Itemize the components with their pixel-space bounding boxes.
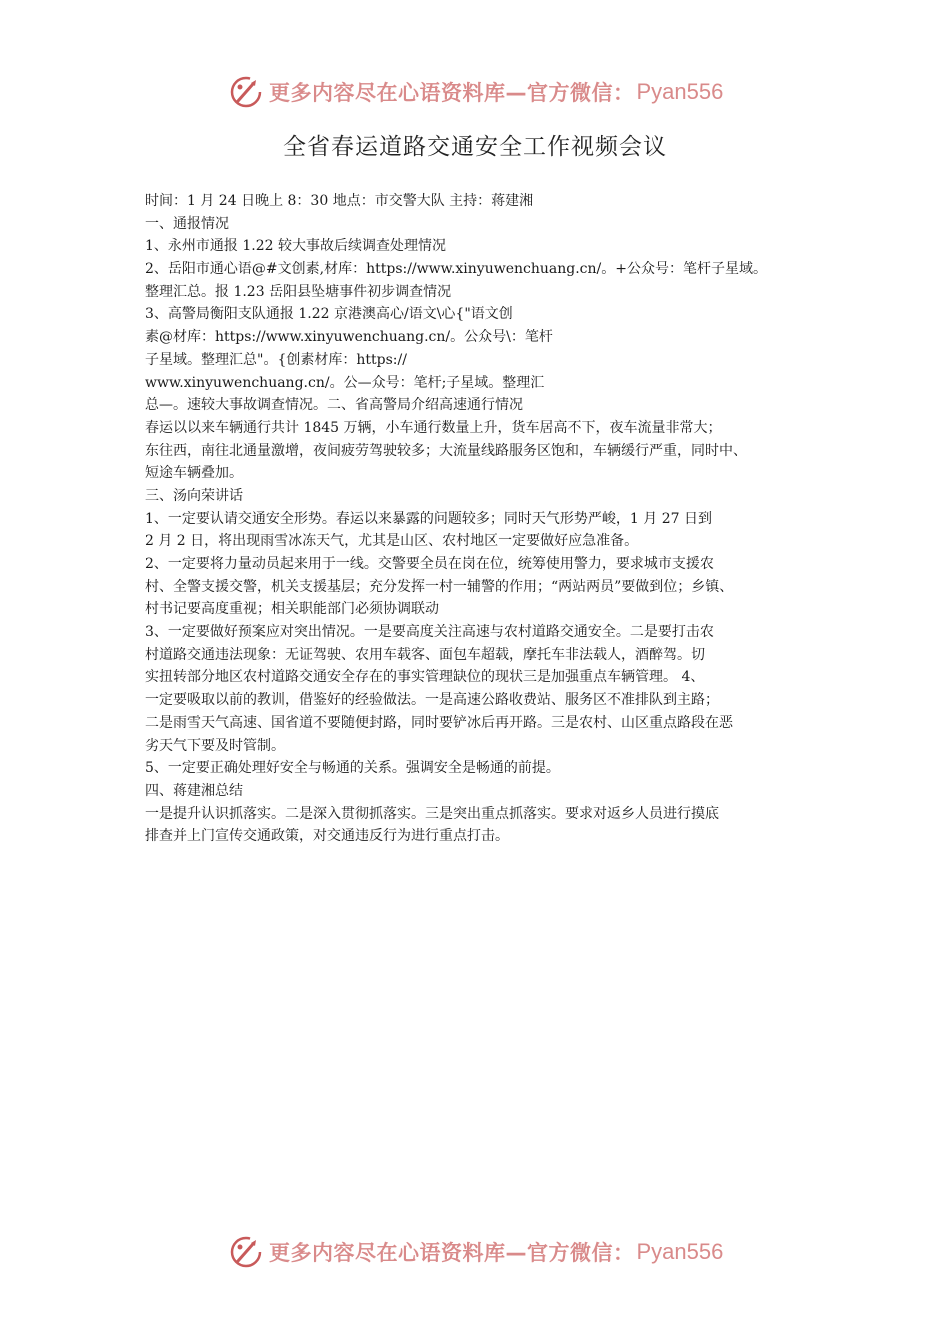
document-line: 1、一定要认请交通安全形势。春运以来暴露的问题较多；同时天气形势严峻，1 月 27 日到: [145, 510, 712, 527]
document-title: 全省春运道路交通安全工作视频会议: [283, 134, 667, 160]
watermark-text: 更多内容尽在心语资料库—官方微信：: [269, 81, 635, 105]
document-line: 2、岳阳市通心语@#文创素,材库：https://www.xinyuwenchuang.cn/。+公众号：笔杆子星域。: [145, 261, 767, 278]
watermark-wechat-id: Pyan556: [636, 1239, 724, 1264]
document-line: 东往西，南往北通量激增，夜间疲劳驾驶较多；大流量线路服务区饱和，车辆缓行严重，同时中、: [145, 442, 747, 459]
document-line: 整理汇总。报 1.23 岳阳县坠塘事件初步调查情况: [145, 283, 452, 300]
document-line: 三、汤向荣讲话: [145, 487, 243, 504]
document-line: 5、一定要正确处理好安全与畅通的关系。强调安全是畅通的前提。: [145, 760, 560, 777]
document-line: 春运以以来车辆通行共计 1845 万辆，小车通行数量上升，货车居高不下，夜车流量非常大；: [145, 419, 722, 436]
document-line: 3、一定要做好预案应对突出情况。一是要高度关注高速与农村道路交通安全。二是要打击农: [145, 624, 714, 641]
document-line: 1、永州市通报 1.22 较大事故后续调查处理情况: [145, 238, 446, 255]
document-line: 一定要吸取以前的教训，借鉴好的经验做法。一是高速公路收费站、服务区不准排队到主路；: [145, 692, 719, 709]
document-line: 二是雨雪天气高速、国省道不要随便封路，同时要铲冰后再开路。三是农村、山区重点路段在恶: [145, 714, 733, 731]
document-line: 一是提升认识抓落实。二是深入贯彻抓落实。三是突出重点抓落实。要求对返乡人员进行摸底: [145, 805, 719, 822]
document-line: 素@材库：https://www.xinyuwenchuang.cn/。公众号\：笔杆: [145, 329, 553, 346]
document-line: 一、通报情况: [145, 215, 229, 232]
watermark-text: 更多内容尽在心语资料库—官方微信：: [269, 1241, 635, 1265]
document-line: 子星域。整理汇总"。{创素材库：https://: [145, 351, 407, 368]
header-watermark: [229, 74, 723, 110]
document-line: 村、全警支援交警，机关支援基层；充分发挥一村一辅警的作用；“两站两员”要做到位；乡镇、: [145, 578, 734, 595]
document-line: 实扭转部分地区农村道路交通安全存在的事实管理缺位的现状三是加强重点车辆管理。 4、: [145, 669, 705, 686]
document-line: 时间：1 月 24 日晚上 8：30 地点：市交警大队 主持：蒋建湘: [145, 193, 534, 209]
document-line: 村道路交通违法现象：无证驾驶、农用车载客、面包车超载，摩托车非法载人，酒醉驾。切: [145, 646, 705, 663]
document-line: 总—。速较大事故调查情况。二、省高警局介绍高速通行情况: [145, 397, 523, 414]
document-line: 3、高警局衡阳支队通报 1.22 京港澳高心/语文\心{"语文创: [145, 306, 513, 323]
document-line: www.xinyuwenchuang.cn/。公—众号：笔杆;子星域。整理汇: [145, 374, 545, 391]
document-line: 四、蒋建湘总结: [145, 782, 243, 799]
watermark-wechat-id: Pyan556: [636, 79, 724, 104]
document-line: 2 月 2 日，将出现雨雪冰冻天气，尤其是山区、农村地区一定要做好应急准备。: [145, 533, 639, 550]
document-line: 村书记要高度重视；相关职能部门必须协调联动: [145, 601, 439, 618]
document-line: 排查并上门宣传交通政策，对交通违反行为进行重点打击。: [145, 828, 509, 845]
brush-logo-icon: [229, 75, 263, 109]
document-body: [145, 190, 835, 848]
document-line: 短途车辆叠加。: [145, 465, 243, 482]
footer-watermark: [229, 1234, 723, 1270]
document-line: 2、一定要将力量动员起来用于一线。交警要全员在岗在位，统筹使用警力，要求城市支援农: [145, 556, 714, 572]
document-line: 劣天气下要及时管制。: [145, 737, 285, 754]
brush-logo-icon: [229, 1235, 263, 1269]
